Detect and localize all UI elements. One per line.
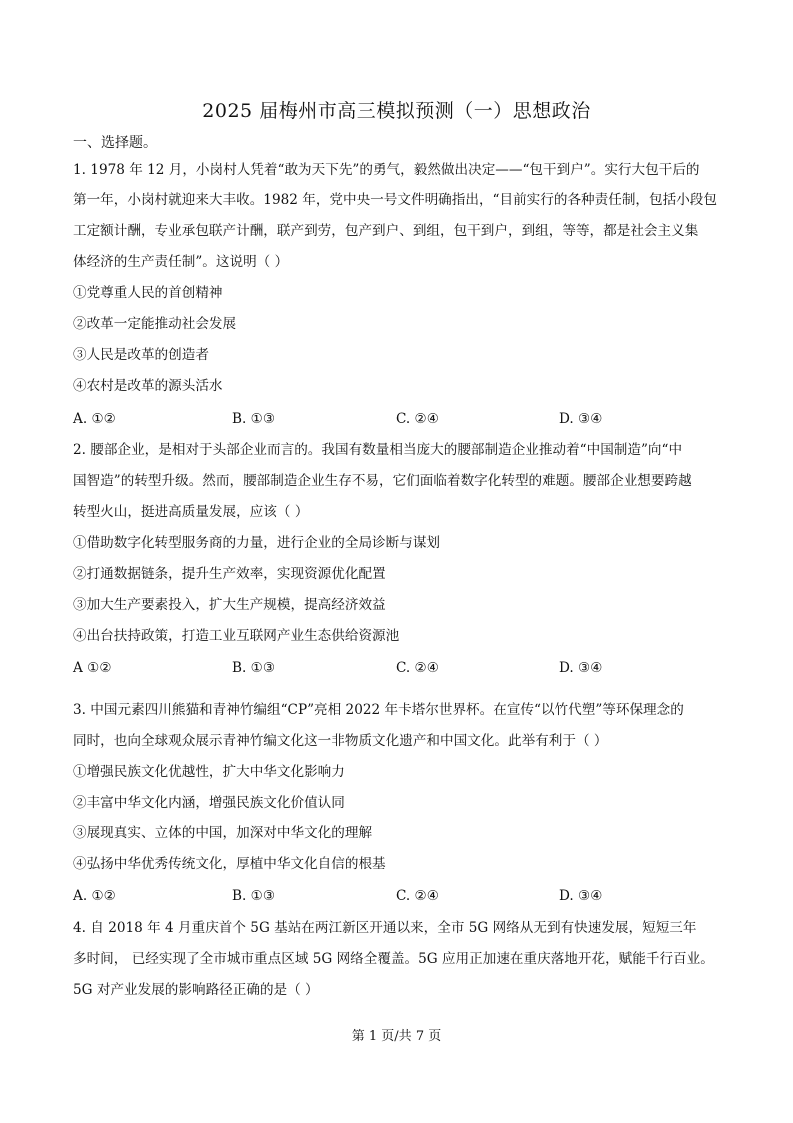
option-c: C. ②④ <box>396 660 439 676</box>
question-3-item-3: ③展现真实、立体的中国，加深对中华文化的理解 <box>73 825 373 841</box>
question-1-line-3: 工定额计酬，专业承包联产计酬，联产到劳，包产到户、到组，包干到户，到组，等等，都是社会主义集 <box>73 223 699 239</box>
option-b: B. ①③ <box>232 888 276 904</box>
question-2-options <box>73 658 723 678</box>
option-c: C. ②④ <box>396 411 439 427</box>
question-1-options <box>73 409 723 429</box>
question-1-line-2: 第一年，小岗村就迎来大丰收。1982 年，党中央一号文件明确指出，“目前实行的各种责任制，包括小段包 <box>73 192 717 208</box>
page-title: 2025 届梅州市高三模拟预测（一）思想政治 <box>202 100 591 122</box>
question-4-line-2: 多时间， 已经实现了全市城市重点区域 5G 网络全覆盖。5G 应用正加速在重庆落地开花，赋能千行百业。 <box>73 951 714 967</box>
question-4-line-3: 5G 对产业发展的影响路径正确的是（ ） <box>73 982 319 998</box>
question-2-item-3: ③加大生产要素投入，扩大生产规模，提高经济效益 <box>73 597 386 613</box>
option-a: A. ①② <box>73 888 116 904</box>
question-2-item-2: ②打通数据链条，提升生产效率，实现资源优化配置 <box>73 566 386 582</box>
option-d: D. ③④ <box>559 411 603 427</box>
section-heading: 一、选择题。 <box>73 135 157 151</box>
question-2-item-4: ④出台扶持政策，打造工业互联网产业生态供给资源池 <box>73 628 400 644</box>
question-1-item-3: ③人民是改革的创造者 <box>73 347 209 363</box>
question-4-line-1: 4. 自 2018 年 4 月重庆首个 5G 基站在两江新区开通以来，全市 5G 网络从无到有快速发展，短短三年 <box>73 920 697 936</box>
question-1-line-4: 体经济的生产责任制”。这说明（ ） <box>73 254 289 270</box>
question-3-item-2: ②丰富中华文化内涵，增强民族文化价值认同 <box>73 795 345 811</box>
option-d: D. ③④ <box>559 888 603 904</box>
question-1-item-2: ②改革一定能推动社会发展 <box>73 316 237 332</box>
page-footer: 第 1 页/共 7 页 <box>351 1029 442 1044</box>
question-3-line-2: 同时，也向全球观众展示青神竹编文化这一非物质文化遗产和中国文化。此举有利于（ ） <box>73 733 608 749</box>
question-2-line-3: 转型火山，挺进高质量发展，应该（ ） <box>73 504 309 520</box>
option-c: C. ②④ <box>396 888 439 904</box>
question-3-item-1: ①增强民族文化优越性，扩大中华文化影响力 <box>73 764 345 780</box>
question-3-options <box>73 886 723 906</box>
option-b: B. ①③ <box>232 660 276 676</box>
question-3-line-1: 3. 中国元素四川熊猫和青神竹编组“CP”亮相 2022 年卡塔尔世界杯。在宣传“以竹代塑”等环保理念的 <box>73 702 684 718</box>
question-1-item-1: ①党尊重人民的首创精神 <box>73 285 223 301</box>
option-d: D. ③④ <box>559 660 603 676</box>
option-a: A ①② <box>73 660 112 676</box>
question-2-item-1: ①借助数字化转型服务商的力量，进行企业的全局诊断与谋划 <box>73 535 441 551</box>
question-3-item-4: ④弘扬中华优秀传统文化，厚植中华文化自信的根基 <box>73 856 386 872</box>
question-1-line-1: 1. 1978 年 12 月，小岗村人凭着“敢为天下先”的勇气，毅然做出决定——“包干到户”。实行大包干后的 <box>73 162 700 178</box>
option-b: B. ①③ <box>232 411 276 427</box>
question-1-item-4: ④农村是改革的源头活水 <box>73 378 223 394</box>
question-2-line-1: 2. 腰部企业，是相对于头部企业而言的。我国有数量相当庞大的腰部制造企业推动着“中国制造”向“中 <box>73 442 683 458</box>
question-2-line-2: 国智造”的转型升级。然而，腰部制造企业生存不易，它们面临着数字化转型的难题。腰部企业想要跨越 <box>73 473 692 489</box>
option-a: A. ①② <box>73 411 116 427</box>
